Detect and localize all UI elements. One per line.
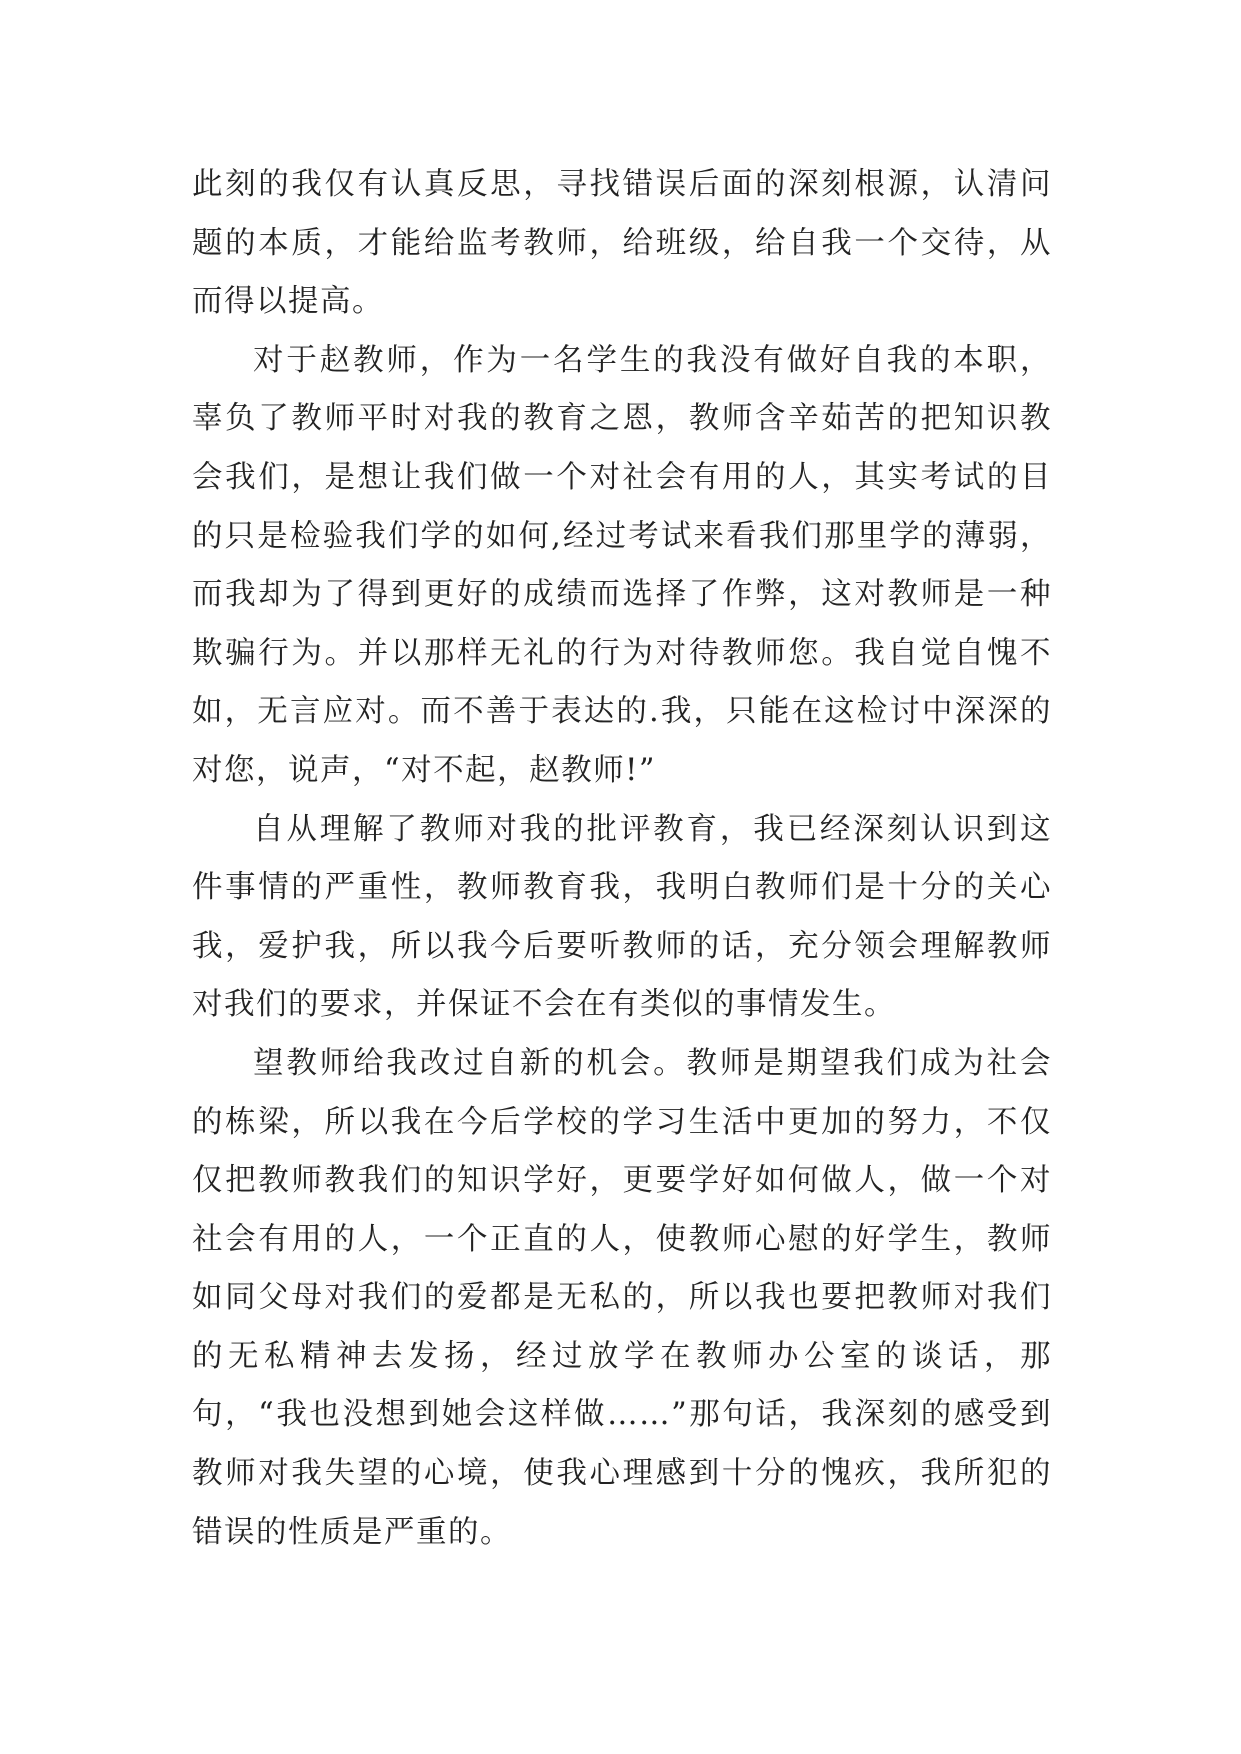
paragraph-continuation: 此刻的我仅有认真反思，寻找错误后面的深刻根源，认清问题的本质，才能给监考教师，给班级，给自我一个交待，从而得以提高。 [192,167,1052,320]
document-body [192,156,1052,1562]
paragraph-promise: 望教师给我改过自新的机会。教师是期望我们成为社会的栋梁，所以我在今后学校的学习生活中更加的努力，不仅仅把教师教我们的知识学好，更要学好如何做人，做一个对社会有用的人，一个正直的人，使教师心慰的好学生，教师如同父母对我们的爱都是无私的，所以我也要把教师对我们的无私精神去发扬，经过放学在教师办公室的谈话，那句，“我也没想到她会这样做……”那句话，我深刻的感受到教师对我失望的心境，使我心理感到十分的愧疚，我所犯的错误的性质是严重的。 [192,1045,1052,1550]
paragraph-apology-teacher-zhao: 对于赵教师，作为一名学生的我没有做好自我的本职，辜负了教师平时对我的教育之恩，教师含辛茹苦的把知识教会我们，是想让我们做一个对社会有用的人，其实考试的目的只是检验我们学的如何,经过考试来看我们那里学的薄弱，而我却为了得到更好的成绩而选择了作弊，这对教师是一种欺骗行为。并以那样无礼的行为对待教师您。我自觉自愧不如，无言应对。而不善于表达的.我，只能在这检讨中深深的对您，说声，“对不起，赵教师!” [192,342,1052,788]
paragraph-understanding: 自从理解了教师对我的批评教育，我已经深刻认识到这件事情的严重性，教师教育我，我明白教师们是十分的关心我，爱护我，所以我今后要听教师的话，充分领会理解教师对我们的要求，并保证不会在有类似的事情发生。 [192,811,1052,1023]
